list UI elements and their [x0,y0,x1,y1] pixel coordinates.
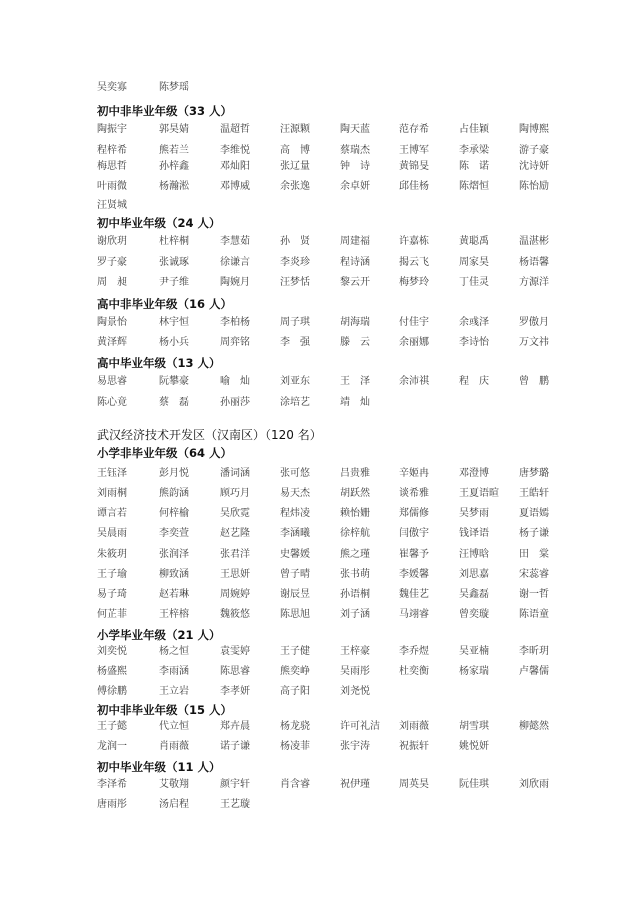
student-name: 谭言若 [97,508,127,519]
student-name: 陈怡励 [519,181,549,192]
section-heading: 初中毕业年级（11 人） [97,760,221,774]
student-name: 张书萌 [340,569,370,580]
student-name: 马翊睿 [399,609,429,620]
student-name: 刘欣雨 [519,779,549,790]
student-name: 柳懿然 [519,721,549,732]
student-name: 代立恒 [159,721,189,732]
student-name: 祝伊瑾 [340,779,370,790]
student-name: 孙梓鑫 [159,161,189,172]
student-name: 高 博 [280,145,310,156]
section-heading: 初中非毕业年级（15 人） [97,703,233,717]
name-row [97,778,557,800]
student-name: 肖雨薇 [159,741,189,752]
student-name: 吴亚楠 [459,646,489,657]
student-name: 喻 灿 [220,376,250,387]
name-row [97,548,557,570]
student-name: 曾 鹏 [519,376,549,387]
student-name: 吴欣霓 [220,508,250,519]
student-name: 夏语嫣 [519,508,549,519]
student-name: 余沛祺 [399,376,429,387]
student-name: 丁佳灵 [459,277,489,288]
student-name: 杜奕衡 [399,666,429,677]
student-name: 周英昊 [399,779,429,790]
student-name: 邱佳杨 [399,181,429,192]
name-row [97,235,557,257]
student-name: 周家昊 [459,257,489,268]
name-row [97,160,557,182]
student-name: 吴晨雨 [97,528,127,539]
student-name: 王梓榕 [159,609,189,620]
student-name: 叶雨微 [97,181,127,192]
student-name: 熊奕峥 [280,666,310,677]
student-name: 罗子豪 [97,257,127,268]
student-name: 许可礼洁 [340,721,380,732]
student-name: 林宇恒 [159,317,189,328]
student-name: 黎云开 [340,277,370,288]
student-name: 李诗怡 [459,337,489,348]
student-name: 黄泽辉 [97,337,127,348]
name-row [97,568,557,590]
student-name: 梅梦玲 [399,277,429,288]
section-heading: 初中毕业年级（24 人） [97,216,221,230]
student-name: 王钰泽 [97,468,127,479]
student-name: 谢辰昱 [280,589,310,600]
student-name: 王艺璇 [220,799,250,810]
student-name: 刘雨薇 [399,721,429,732]
student-name: 杨语馨 [519,257,549,268]
student-name: 占佳颖 [459,124,489,135]
student-name: 刘奕悦 [97,646,127,657]
student-name: 黄锦旻 [399,161,429,172]
name-row [97,81,557,103]
student-name: 李乔煜 [399,646,429,657]
name-row [97,527,557,549]
student-name: 顾巧月 [220,488,250,499]
student-name: 靖 灿 [340,397,370,408]
student-name: 滕 云 [340,337,370,348]
student-name: 陶婉月 [220,277,250,288]
student-name: 杨子谦 [519,528,549,539]
student-name: 程诗涵 [340,257,370,268]
student-name: 李奕萱 [159,528,189,539]
student-name: 沈诗妍 [519,161,549,172]
student-name: 陶博熙 [519,124,549,135]
student-name: 方源洋 [519,277,549,288]
student-name: 刘亚东 [280,376,310,387]
student-name: 易天杰 [280,488,310,499]
student-name: 孙语桐 [340,589,370,600]
student-name: 孙 贤 [280,236,310,247]
student-name: 陶天蓝 [340,124,370,135]
student-name: 邓澄博 [459,468,489,479]
student-name: 邓博威 [220,181,250,192]
student-name: 龙润一 [97,741,127,752]
student-name: 周婉婷 [220,589,250,600]
student-name: 魏佳艺 [399,589,429,600]
student-name: 颜宇轩 [220,779,250,790]
student-name: 阮佳琪 [459,779,489,790]
student-name: 易思睿 [97,376,127,387]
student-name: 李慧茹 [220,236,250,247]
student-name: 宋蕊睿 [519,569,549,580]
student-name: 刘思嘉 [459,569,489,580]
student-name: 李涵曦 [280,528,310,539]
student-name: 余卓妍 [340,181,370,192]
student-name: 胡海瑞 [340,317,370,328]
student-name: 钟 诗 [340,161,370,172]
name-row [97,276,557,298]
student-name: 朱筱玥 [97,549,127,560]
student-name: 张君洋 [220,549,250,560]
student-name: 熊若兰 [159,145,189,156]
student-name: 吴奕寡 [97,82,127,93]
student-name: 王子瑜 [97,569,127,580]
student-name: 柳致涵 [159,569,189,580]
student-name: 肖含睿 [280,779,310,790]
name-row [97,588,557,610]
student-name: 杜梓桐 [159,236,189,247]
student-name: 高子阳 [280,686,310,697]
student-name: 郑卉晨 [220,721,250,732]
student-name: 谢欣玥 [97,236,127,247]
student-name: 杨盛熙 [97,666,127,677]
student-name: 祝振轩 [399,741,429,752]
student-name: 王子懿 [97,721,127,732]
student-name: 汪梦恬 [280,277,310,288]
student-name: 周子琪 [280,317,310,328]
student-name: 王 泽 [340,376,370,387]
student-name: 胡雪琪 [459,721,489,732]
student-name: 李孝妍 [220,686,250,697]
student-name: 周建福 [340,236,370,247]
name-row [97,123,557,145]
student-name: 黄聪禹 [459,236,489,247]
student-name: 李昕玥 [519,646,549,657]
student-name: 孙丽莎 [220,397,250,408]
student-name: 胡跃然 [340,488,370,499]
student-name: 王子健 [280,646,310,657]
student-name: 汤启程 [159,799,189,810]
student-name: 许嘉栋 [399,236,429,247]
student-name: 潘词涵 [220,468,250,479]
student-name: 程 庆 [459,376,489,387]
student-name: 吴梦雨 [459,508,489,519]
student-name: 陶景怡 [97,317,127,328]
student-name: 王梓豪 [340,646,370,657]
student-name: 袁雯婷 [220,646,250,657]
student-name: 汪贤城 [97,200,127,211]
name-row [97,256,557,278]
student-name: 赵艺隆 [220,528,250,539]
student-name: 蔡瑞杰 [340,145,370,156]
student-name: 熊韵涵 [159,488,189,499]
student-name: 余彧泽 [459,317,489,328]
student-name: 杨龙骁 [280,721,310,732]
student-name: 汪源颗 [280,124,310,135]
student-name: 辛姬冉 [399,468,429,479]
name-row [97,396,557,418]
student-name: 诺子谦 [220,741,250,752]
name-row [97,375,557,397]
student-name: 彭月悦 [159,468,189,479]
name-row [97,316,557,338]
student-name: 陈梦瑶 [159,82,189,93]
section-heading: 小学非毕业年级（64 人） [97,446,233,460]
student-name: 王思妍 [220,569,250,580]
student-name: 王皓轩 [519,488,549,499]
student-name: 吕贵雅 [340,468,370,479]
student-name: 梅思哲 [97,161,127,172]
student-name: 李雨涵 [159,666,189,677]
student-name: 陈心竟 [97,397,127,408]
student-name: 揭云飞 [399,257,429,268]
student-name: 钱译语 [459,528,489,539]
student-name: 尹子维 [159,277,189,288]
student-name: 张宇涛 [340,741,370,752]
student-name: 卢馨儒 [519,666,549,677]
student-name: 杨家瑞 [459,666,489,677]
student-name: 蔡 磊 [159,397,189,408]
student-name: 李柏杨 [220,317,250,328]
student-name: 曾奕璇 [459,609,489,620]
student-name: 汪博晗 [459,549,489,560]
student-name: 温湛彬 [519,236,549,247]
student-name: 唐雨彤 [97,799,127,810]
student-name: 李 强 [280,337,310,348]
student-name: 熊之瑾 [340,549,370,560]
name-row [97,665,557,687]
section-heading: 高中非毕业年级（16 人） [97,297,233,311]
student-name: 王博军 [399,145,429,156]
student-name: 陈思睿 [220,666,250,677]
student-name: 王立岩 [159,686,189,697]
student-name: 陈 诺 [459,161,489,172]
student-name: 史馨媛 [280,549,310,560]
student-name: 徐谦言 [220,257,250,268]
student-name: 周弈铭 [220,337,250,348]
student-name: 陈思旭 [280,609,310,620]
student-name: 谢一哲 [519,589,549,600]
student-name: 阮攀豪 [159,376,189,387]
student-name: 谈希雅 [399,488,429,499]
student-name: 刘雨桐 [97,488,127,499]
student-name: 陶振宇 [97,124,127,135]
student-name: 张可悠 [280,468,310,479]
student-name: 赵若琳 [159,589,189,600]
student-name: 余丽娜 [399,337,429,348]
student-name: 易子琦 [97,589,127,600]
student-name: 李维悦 [220,145,250,156]
student-name: 赖怡姗 [340,508,370,519]
student-name: 郭昊婧 [159,124,189,135]
student-name: 杨凌菲 [280,741,310,752]
student-name: 游子豪 [519,145,549,156]
student-name: 吴雨彤 [340,666,370,677]
section-heading: 小学毕业年级（21 人） [97,628,221,642]
student-name: 杨小兵 [159,337,189,348]
student-name: 张诚琢 [159,257,189,268]
student-name: 张润泽 [159,549,189,560]
name-row [97,467,557,489]
student-name: 付佳宇 [399,317,429,328]
student-name: 李承梁 [459,145,489,156]
student-name: 姚悦妍 [459,741,489,752]
student-name: 程梓希 [97,145,127,156]
student-name: 郑儒修 [399,508,429,519]
student-name: 艾敬翔 [159,779,189,790]
student-name: 田 棠 [519,549,549,560]
student-name: 涂培艺 [280,397,310,408]
student-name: 崔馨予 [399,549,429,560]
student-name: 杨之恒 [159,646,189,657]
name-row [97,798,557,820]
student-name: 范存希 [399,124,429,135]
student-name: 吴鑫磊 [459,589,489,600]
student-name: 唐梦璐 [519,468,549,479]
student-name: 刘子涵 [340,609,370,620]
student-name: 邓灿阳 [220,161,250,172]
student-name: 曾子晴 [280,569,310,580]
student-name: 程炜凌 [280,508,310,519]
name-row [97,487,557,509]
student-name: 张辽量 [280,161,310,172]
student-name: 李泽希 [97,779,127,790]
student-name: 温超哲 [220,124,250,135]
name-row [97,720,557,742]
student-name: 王夏语暄 [459,488,499,499]
student-name: 徐梓航 [340,528,370,539]
student-name: 罗傲月 [519,317,549,328]
student-name: 万文祎 [519,337,549,348]
student-name: 余张逸 [280,181,310,192]
student-name: 陈熠恒 [459,181,489,192]
section-heading: 高中毕业年级（13 人） [97,356,221,370]
student-name: 周 昶 [97,277,127,288]
district-title: 武汉经济技术开发区（汉南区）（120 名） [97,428,322,442]
section-heading: 初中非毕业年级（33 人） [97,104,233,118]
student-name: 陈语童 [519,609,549,620]
student-name: 何芷菲 [97,609,127,620]
name-row [97,507,557,529]
student-name: 傅徐鹏 [97,686,127,697]
student-name: 刘尧悦 [340,686,370,697]
student-name: 李媛馨 [399,569,429,580]
student-name: 杨瀚淞 [159,181,189,192]
student-name: 魏筱悠 [220,609,250,620]
name-row [97,645,557,667]
student-name: 李炎珍 [280,257,310,268]
student-name: 闫傲宇 [399,528,429,539]
student-name: 何梓榆 [159,508,189,519]
